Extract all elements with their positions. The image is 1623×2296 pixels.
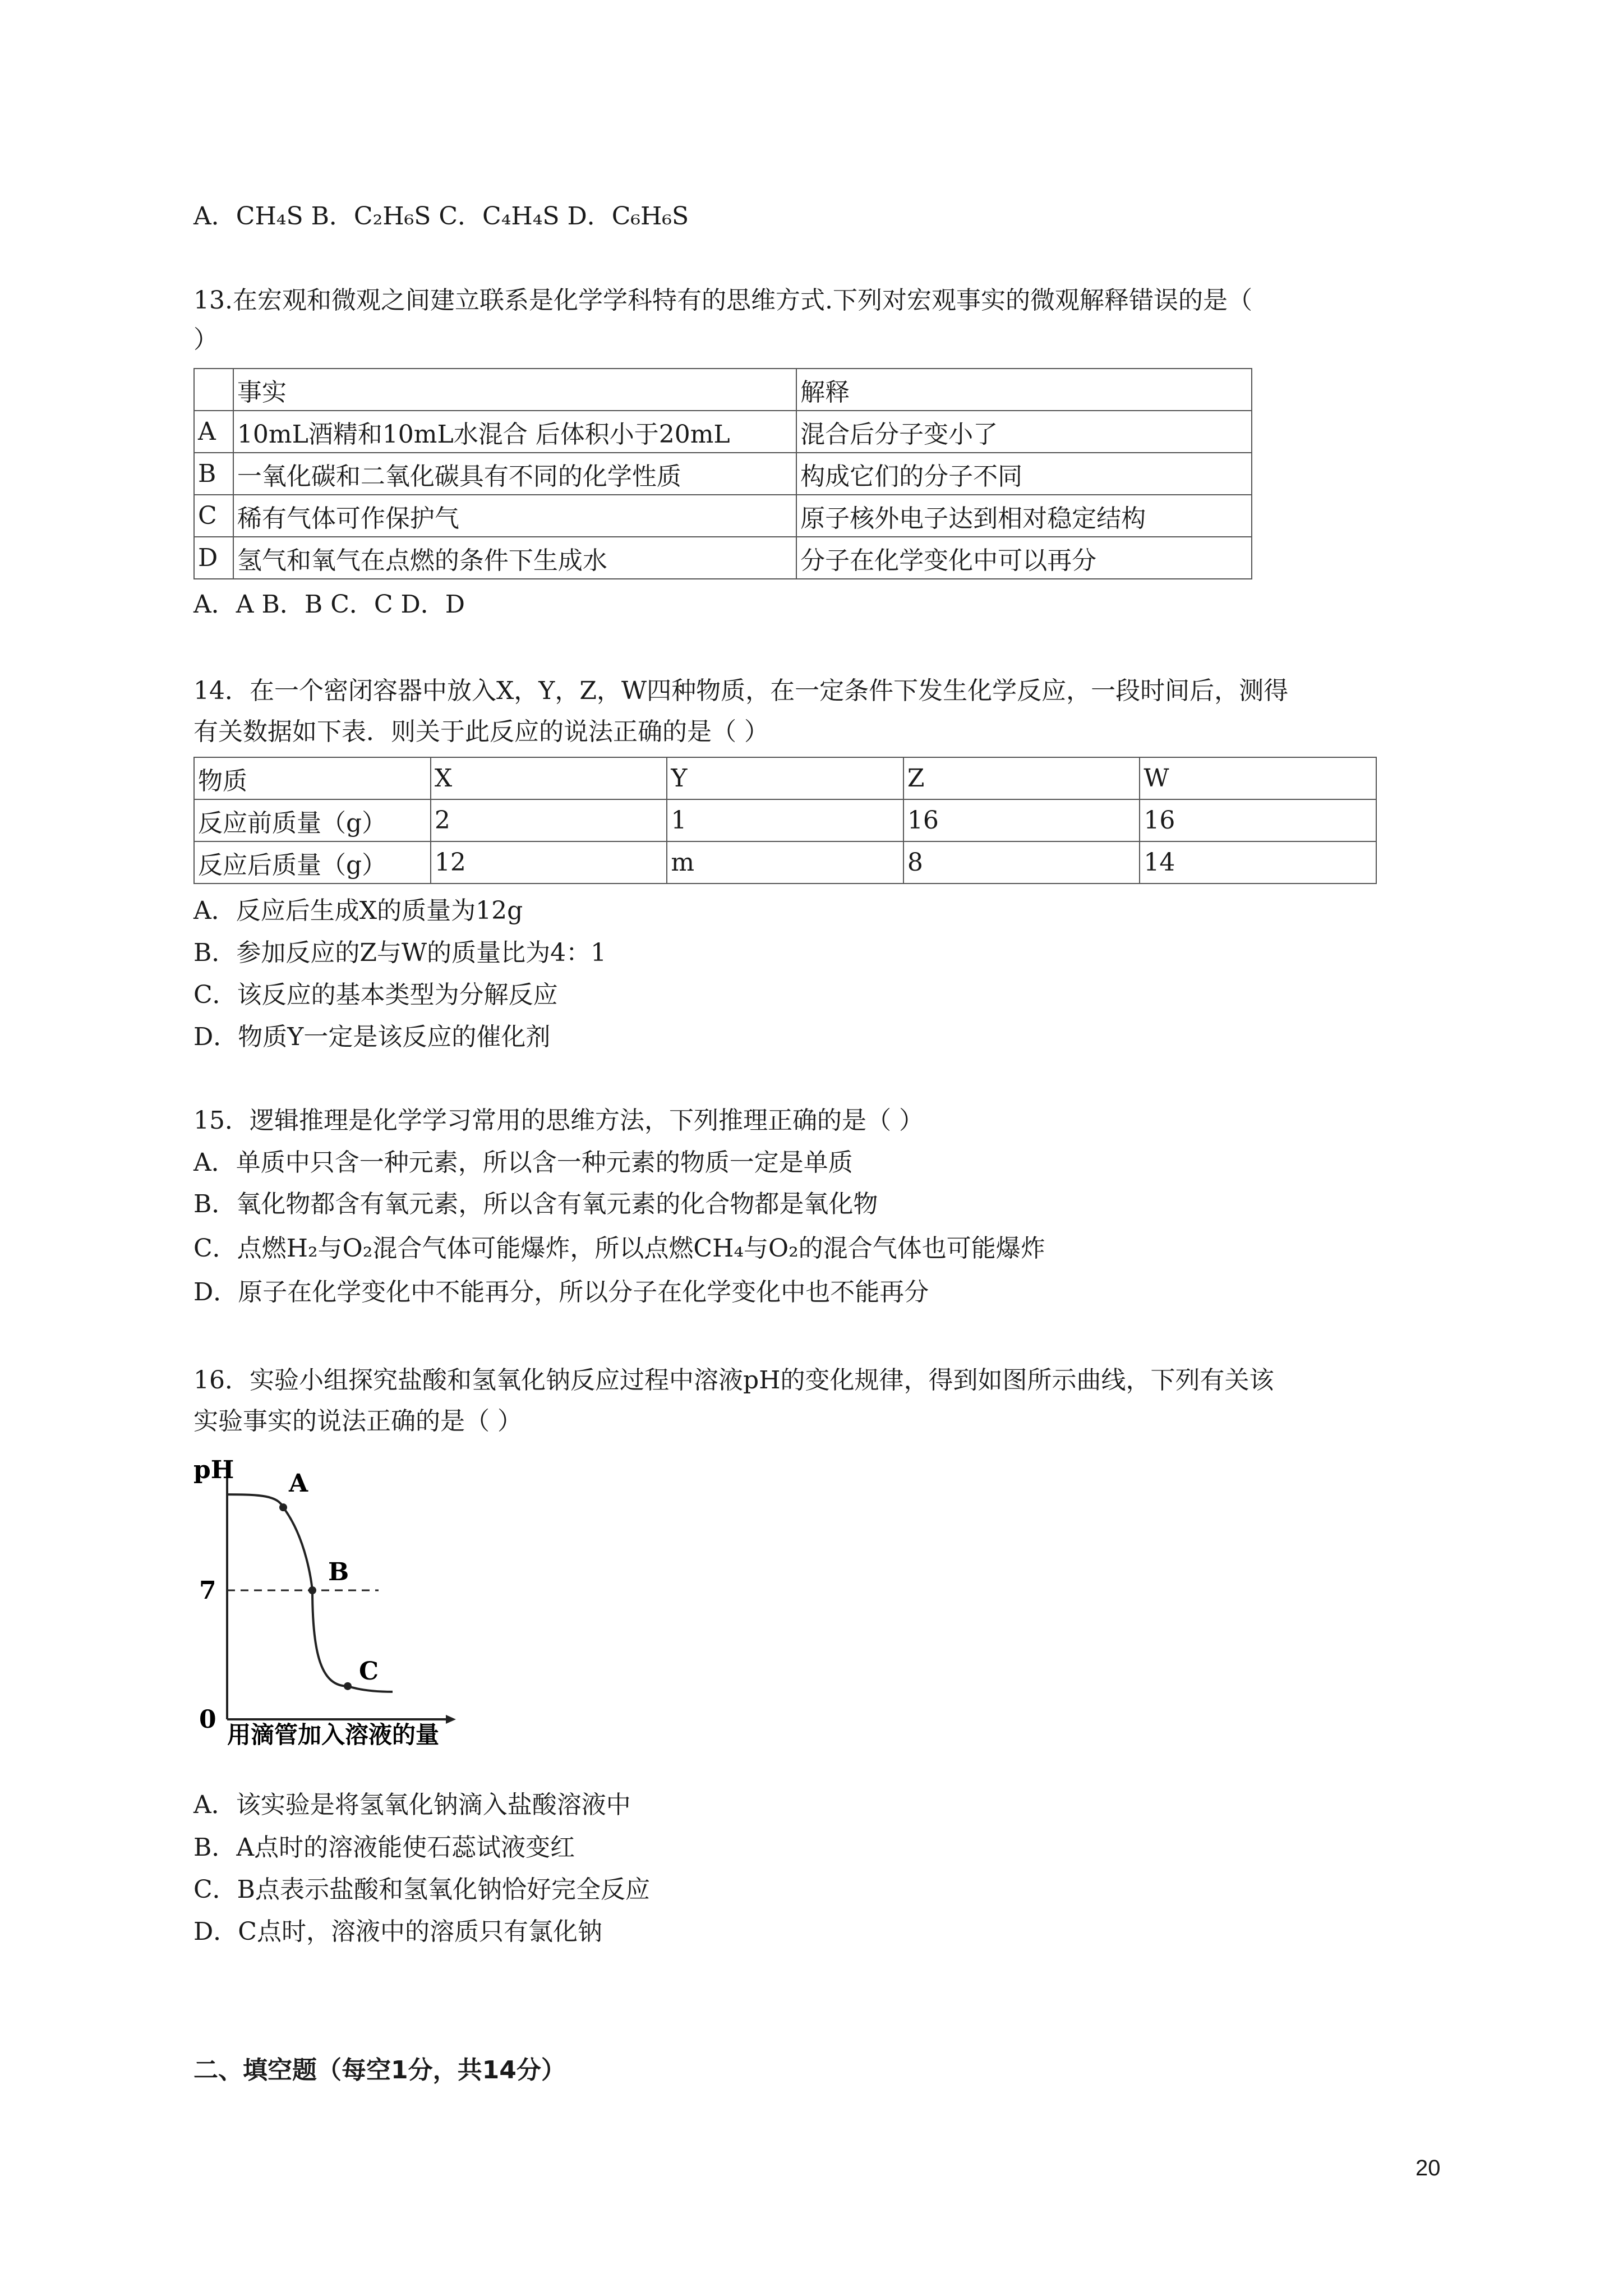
- q14-header-y: Y: [667, 757, 903, 799]
- table-cell: A: [194, 411, 233, 453]
- q15-stem: 15．逻辑推理是化学学习常用的思维方法，下列推理正确的是（ ）: [193, 1106, 924, 1135]
- q15-option-b: B．氧化物都含有氧元素，所以含有氧元素的化合物都是氧化物: [193, 1190, 878, 1218]
- table-row: [194, 453, 1252, 495]
- table-cell: 2: [431, 799, 667, 841]
- table-row: [194, 369, 1252, 411]
- x-axis-label: 用滴管加入溶液的量: [227, 1721, 440, 1747]
- ph-curve-chart: [193, 1450, 463, 1747]
- table-cell: 14: [1140, 841, 1376, 884]
- y-tick-0: 0: [199, 1705, 216, 1734]
- table-cell: 1: [667, 799, 903, 841]
- table-cell: D: [194, 537, 233, 579]
- q14-table: [193, 757, 1377, 884]
- point-c-label: C: [359, 1657, 379, 1686]
- q16-stem-line1: 16．实验小组探究盐酸和氢氧化钠反应过程中溶液pH的变化规律，得到如图所示曲线，下列有关该: [193, 1366, 1274, 1395]
- q14-option-d: D．物质Y一定是该反应的催化剂: [193, 1023, 551, 1051]
- q13-header-blank: [194, 369, 233, 411]
- table-cell: 原子核外电子达到相对稳定结构: [796, 495, 1252, 537]
- table-cell: 12: [431, 841, 667, 884]
- x-axis-arrow-icon: [446, 1715, 456, 1724]
- table-cell: 稀有气体可作保护气: [233, 495, 796, 537]
- point-a-label: A: [289, 1469, 308, 1498]
- point-a-marker: [279, 1503, 287, 1511]
- q13-header-fact: 事实: [233, 369, 796, 411]
- q13-header-explanation: 解释: [796, 369, 1252, 411]
- q13-stem-line1: 13.在宏观和微观之间建立联系是化学学科特有的思维方式.下列对宏观事实的微观解释错误的是（: [193, 286, 1252, 315]
- table-cell: 10mL酒精和10mL水混合 后体积小于20mL: [233, 411, 796, 453]
- table-cell: 16: [903, 799, 1140, 841]
- table-row: [194, 537, 1252, 579]
- q16-option-a: A．该实验是将氢氧化钠滴入盐酸溶液中: [193, 1791, 631, 1819]
- table-row: [194, 757, 1376, 799]
- q14-stem-line2: 有关数据如下表．则关于此反应的说法正确的是（ ）: [193, 717, 769, 746]
- table-cell: 8: [903, 841, 1140, 884]
- q15-option-d: D．原子在化学变化中不能再分，所以分子在化学变化中也不能再分: [193, 1278, 929, 1306]
- page-number: 20: [1415, 2156, 1441, 2180]
- table-cell: B: [194, 453, 233, 495]
- q16-option-d: D．C点时，溶液中的溶质只有氯化钠: [193, 1917, 602, 1946]
- table-cell: 混合后分子变小了: [796, 411, 1252, 453]
- q14-option-b: B．参加反应的Z与W的质量比为4：1: [193, 938, 607, 967]
- q14-option-c: C．该反应的基本类型为分解反应: [193, 981, 558, 1009]
- table-cell: 一氧化碳和二氧化碳具有不同的化学性质: [233, 453, 796, 495]
- y-axis-label: pH: [193, 1456, 234, 1484]
- table-cell: 16: [1140, 799, 1376, 841]
- table-cell: m: [667, 841, 903, 884]
- ph-chart-svg: [193, 1450, 463, 1747]
- table-cell: C: [194, 495, 233, 537]
- q14-header-substance: 物质: [194, 757, 431, 799]
- q14-header-x: X: [431, 757, 667, 799]
- q16-option-c: C．B点表示盐酸和氢氧化钠恰好完全反应: [193, 1875, 650, 1904]
- y-tick-7: 7: [199, 1576, 216, 1605]
- table-cell: 反应前质量（g）: [194, 799, 431, 841]
- table-cell: 分子在化学变化中可以再分: [796, 537, 1252, 579]
- point-b-label: B: [328, 1558, 349, 1586]
- q13-table: [193, 368, 1252, 579]
- table-cell: 构成它们的分子不同: [796, 453, 1252, 495]
- q13-options: A．A B．B C．C D．D: [193, 590, 465, 619]
- q14-stem-line1: 14．在一个密闭容器中放入X，Y，Z，W四种物质，在一定条件下发生化学反应，一段时间后，测得: [193, 677, 1289, 705]
- q15-option-c: C．点燃H₂与O₂混合气体可能爆炸，所以点燃CH₄与O₂的混合气体也可能爆炸: [193, 1234, 1045, 1263]
- q14-option-a: A．反应后生成X的质量为12g: [193, 896, 523, 925]
- point-b-marker: [308, 1586, 316, 1594]
- table-row: [194, 799, 1376, 841]
- q14-header-w: W: [1140, 757, 1376, 799]
- q14-header-z: Z: [903, 757, 1140, 799]
- table-cell: 氢气和氧气在点燃的条件下生成水: [233, 537, 796, 579]
- table-cell: 反应后质量（g）: [194, 841, 431, 884]
- q16-stem-line2: 实验事实的说法正确的是（ ）: [193, 1407, 522, 1435]
- point-c-marker: [344, 1682, 352, 1690]
- section-2-title: 二、填空题（每空1分，共14分）: [193, 2056, 566, 2085]
- table-row: [194, 495, 1252, 537]
- table-row: [194, 841, 1376, 884]
- table-row: [194, 411, 1252, 453]
- q13-stem-line2: ）: [193, 325, 218, 354]
- q12-options: A．CH₄S B．C₂H₆S C．C₄H₄S D．C₆H₆S: [193, 202, 689, 231]
- q16-option-b: B．A点时的溶液能使石蕊试液变红: [193, 1833, 575, 1862]
- q15-option-a: A．单质中只含一种元素，所以含一种元素的物质一定是单质: [193, 1148, 853, 1177]
